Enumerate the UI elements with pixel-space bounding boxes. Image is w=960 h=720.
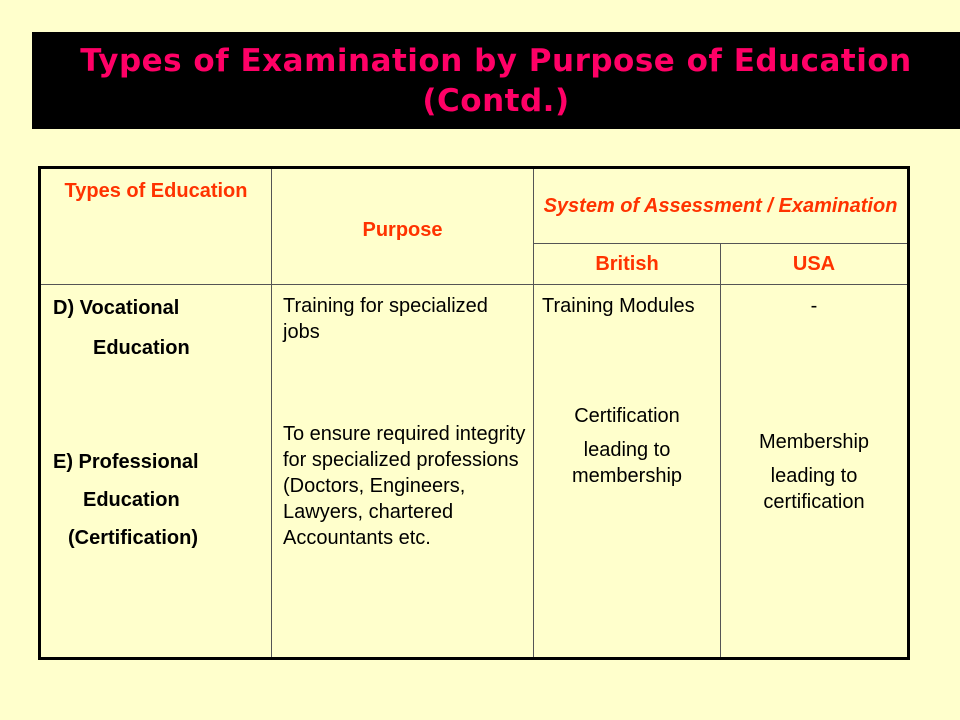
usa-vocational: - [810, 295, 818, 317]
purpose-professional: To ensure required integrity for specialized professions (Doctors, Engineers, Lawyers, chartered Accountants etc. [283, 423, 526, 549]
type-e-line3: (Certification) [68, 527, 198, 549]
type-d-line2: Education [93, 337, 190, 359]
slide-title: Types of Examination by Purpose of Education (Contd.) [80, 42, 912, 119]
british-vocational: Training Modules [542, 295, 695, 317]
header-types-of-education: Types of Education [40, 168, 272, 285]
education-table [38, 166, 910, 660]
title-bar [32, 32, 960, 129]
usa-professional-line1: Membership [758, 431, 870, 453]
british-professional-line2: leading to membership [571, 439, 683, 487]
purpose-vocational: Training for specialized jobs [283, 295, 488, 343]
usa-cell [721, 285, 909, 659]
british-professional-line1: Certification [574, 405, 680, 427]
header-purpose: Purpose [272, 168, 534, 285]
type-e-line1: E) Professional [53, 451, 199, 473]
types-cell [40, 285, 272, 659]
header-british: British [534, 244, 721, 285]
usa-professional-line2: leading to certification [763, 465, 865, 513]
purpose-cell [272, 285, 534, 659]
british-cell [534, 285, 721, 659]
type-e-line2: Education [83, 489, 180, 511]
type-d-line1: D) Vocational [53, 297, 180, 319]
header-usa: USA [721, 244, 909, 285]
header-system-of-assessment: System of Assessment / Examination [534, 168, 909, 244]
